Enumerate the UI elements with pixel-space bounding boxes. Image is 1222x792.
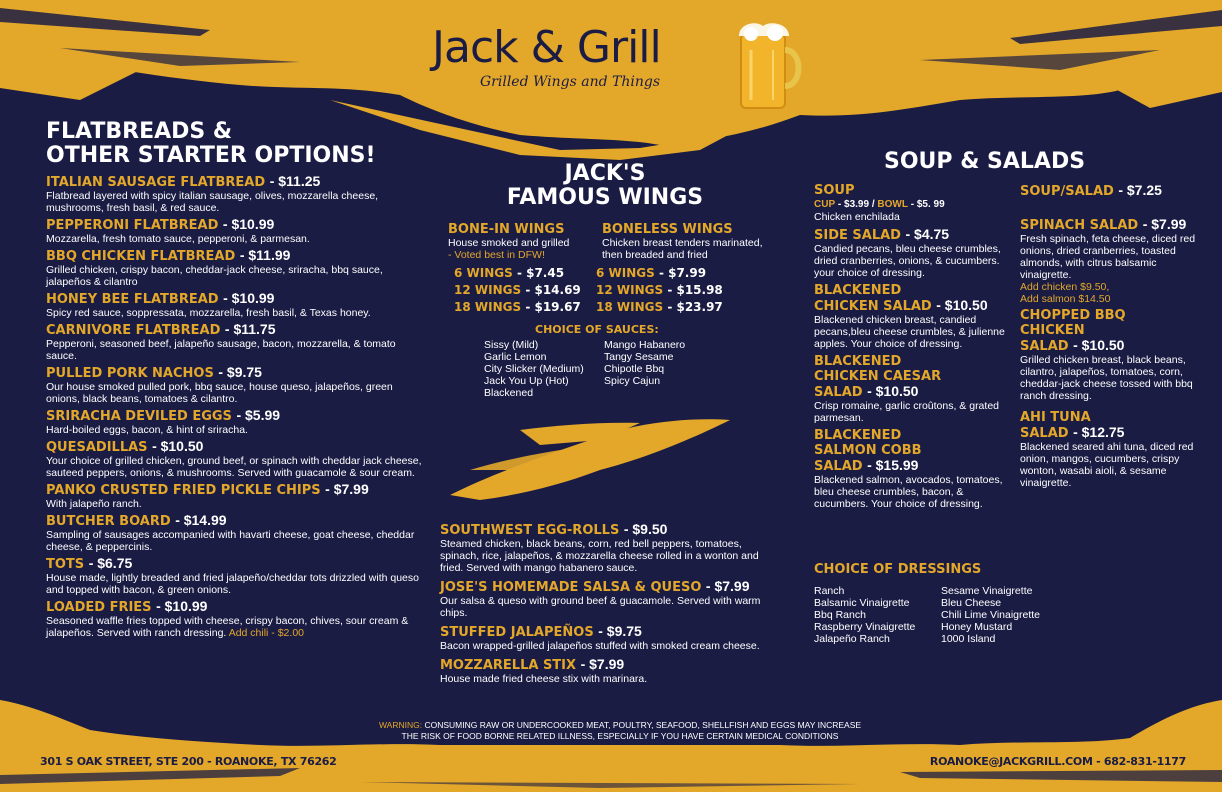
soup-salad-price: - $7.25 [1118,182,1162,198]
menu-item-desc-text: Sampling of sausages accompanied with havarti cheese, goat cheese, cheddar cheese, & peppercinis. [46,529,415,553]
menu-item [46,248,426,288]
more-apps-section [440,522,770,690]
sauce-item: Tangy Sesame [604,351,674,363]
ahi-name2: SALAD [1020,426,1069,441]
menu-item-desc [46,529,426,553]
dressing-item: Raspberry Vinaigrette [814,621,916,633]
chopped-bbq-price: - $10.50 [1073,337,1125,353]
soups-right-column [1020,183,1200,492]
menu-item-name: HONEY BEE FLATBREAD [46,292,219,307]
spinach-extra2: Add salmon $14.50 [1020,293,1111,305]
salmon-name1: BLACKENED [814,428,902,443]
menu-item-desc: Our salsa & queso with ground beef & guacamole. Served with warm chips. [440,595,761,619]
dressing-item: 1000 Island [941,633,996,645]
menu-item [440,579,770,619]
soup-salad-item [1020,183,1200,199]
menu-item-price: - $10.99 [156,598,208,614]
wing-qty: 12 WINGS [596,283,664,297]
menu-item [46,291,426,319]
menu-item-title-row [46,365,426,381]
menu-item-desc [46,233,426,245]
menu-item-desc-text: Mozzarella, fresh tomato sauce, pepperoni, & parmesan. [46,233,310,245]
menu-item-name: QUESADILLAS [46,440,148,455]
menu-item-name: PANKO CRUSTED FRIED PICKLE CHIPS [46,483,321,498]
menu-item-name: TOTS [46,557,85,572]
wing-price: - $23.97 [667,300,723,314]
menu-item-title-row [46,513,426,529]
caesar-name2: CHICKEN CAESAR [814,369,942,384]
menu-item-name: BBQ CHICKEN FLATBREAD [46,249,236,264]
blackened-chicken-desc: Blackened chicken breast, candied pecans,bleu cheese crumbles, & julienne apples. Your choice of dressing. [814,314,1005,350]
caesar-salad-item [814,354,1010,424]
sauce-item: Jack You Up (Hot) [484,375,569,387]
salmon-price: - $15.99 [867,457,919,473]
wing-qty: 6 WINGS [454,266,513,280]
dressings-title: CHOICE OF DRESSINGS [814,562,982,577]
chopped-bbq-desc: Grilled chicken breast, black beans, cilantro, jalapeños, tomatoes, corn, cheddar-jack cheese tossed with bbq ranch dressing. [1020,354,1193,402]
menu-item-desc [46,572,426,596]
dressing-item: Bleu Cheese [941,597,1002,609]
menu-item-title-row [440,657,770,673]
dressing-item: Chili Lime Vinaigrette [941,609,1041,621]
starters-title-line2: OTHER STARTER OPTIONS! [46,143,376,168]
spinach-price: - $7.99 [1142,216,1187,232]
menu-item-desc-text: Seasoned waffle fries topped with cheese, crispy bacon, chives, sour cream & jalapeños. Served with ranch dressing. [46,615,409,639]
salmon-desc: Blackened salmon, avocados, tomatoes, bleu cheese crumbles, bacon, & cucumbers. Your choice of dressing. [814,474,1003,510]
soups-left-column [814,183,1010,513]
menu-item-price: - $10.50 [152,438,204,454]
blackened-chicken-price: - $10.50 [936,297,988,313]
logo-tagline: Grilled Wings and Things [480,74,661,90]
bone-in-desc: House smoked and grilled [448,237,570,249]
menu-item-addon: Add chili - $2.00 [228,627,304,639]
soups-title: SOUP & SALADS [884,149,1086,174]
menu-item-price: - $14.99 [175,512,227,528]
boneless-title: BONELESS WINGS [602,222,733,237]
menu-item-desc: Steamed chicken, black beans, corn, red bell peppers, tomatoes, spinach, rice, jalapeños, & mozzarella cheese rolled in a wonton and fried. Served with mango habanero sauce. [440,538,759,574]
menu-item-price: - $9.75 [598,623,642,639]
soup-cup-label: CUP [814,199,836,210]
sauces-title: CHOICE OF SAUCES: [535,323,659,336]
wing-price: - $7.45 [516,266,565,280]
side-salad-item [814,227,1010,279]
wing-price-row [596,265,772,282]
dressing-item: Bbq Ranch [814,609,866,621]
spinach-extra1: Add chicken $9.50, [1020,281,1110,293]
menu-item-name: CARNIVORE FLATBREAD [46,323,221,338]
salmon-salad-item [814,428,1010,510]
warning-line2: THE RISK OF FOOD BORNE RELATED ILLNESS, ESPECIALLY IF YOU HAVE CERTAIN MEDICAL CONDITIONS [401,731,839,741]
menu-item-title-row [46,248,426,264]
menu-item-price: - $10.99 [223,290,275,306]
dressing-item: Sesame Vinaigrette [941,585,1033,597]
soup-salad-name: SOUP/SALAD [1020,184,1114,199]
menu-item-desc-text: Our house smoked pulled pork, bbq sauce, house queso, jalapeños, green onions, black beans, tomatoes & cilantro. [46,381,393,405]
menu-item-title-row [440,522,770,538]
menu-item-desc-text: Spicy red sauce, soppressata, mozzarella, fresh basil, & Texas honey. [46,307,371,319]
menu-item [46,482,426,510]
menu-item-desc [46,498,426,510]
caesar-name1: BLACKENED [814,354,902,369]
wing-price-row [454,299,598,316]
logo [432,18,812,98]
menu-item-title-row [46,291,426,307]
caesar-price: - $10.50 [867,383,919,399]
menu-item-desc: House made fried cheese stix with marinara. [440,673,648,685]
beer-mug-icon [737,20,805,112]
dressings-left-list [814,585,915,645]
menu-item-title-row [46,556,426,572]
wing-qty: 18 WINGS [596,300,664,314]
menu-item-desc [46,424,426,436]
blackened-chicken-name2: CHICKEN SALAD [814,299,932,314]
menu-item [46,556,426,596]
sauce-item: Mango Habanero [604,339,686,351]
ahi-tuna-item [1020,410,1200,489]
contact-info: ROANOKE@JACKGRILL.COM - 682-831-1177 [929,755,1186,768]
menu-item-title-row [440,579,770,595]
menu-item [46,174,426,214]
menu-item-desc-text: House made, lightly breaded and fried jalapeño/cheddar tots drizzled with queso and topped with bacon, & green onions. [46,572,419,596]
sauce-item: Chipotle Bbq [604,363,665,375]
menu-item-desc [46,455,426,479]
menu-item-desc-text: Hard-boiled eggs, bacon, & hint of sriracha. [46,424,248,436]
sauce-item: City Slicker (Medium) [484,363,584,375]
chopped-bbq-name3: SALAD [1020,339,1069,354]
wings-title-line1: JACK'S [564,161,646,186]
menu-item-desc [46,338,426,362]
wing-price: - $7.99 [658,266,707,280]
sauce-item: Spicy Cajun [604,375,661,387]
soup-item [814,183,1010,223]
menu-item-desc-text: With jalapeño ranch. [46,498,142,510]
sauce-item: Garlic Lemon [484,351,547,363]
menu-item-price: - $7.99 [580,656,625,672]
menu-item-desc-text: Flatbread layered with spicy italian sausage, olives, mozzarella cheese, mushrooms, fresh basil, & red sauce. [46,190,379,214]
address: 301 S OAK STREET, STE 200 - ROANOKE, TX 76262 [40,755,337,768]
ahi-name1: AHI TUNA [1020,410,1091,425]
menu-item-title-row [46,322,426,338]
wing-price: - $14.69 [525,283,581,297]
spinach-salad-item [1020,217,1200,305]
menu-item-title-row [46,174,426,190]
wing-price-row [596,299,772,316]
menu-item [46,513,426,553]
blackened-chicken-salad-item [814,283,1014,350]
menu-item-desc-text: Grilled chicken, crispy bacon, cheddar-jack cheese, sriracha, bbq sauce, jalapeños & cilantro [46,264,383,288]
soup-bowl-price: - $5. 99 [910,199,945,210]
menu-item-title-row [440,624,770,640]
dressing-item: Ranch [814,585,845,597]
starters-section [46,120,426,642]
menu-item-price: - $9.75 [218,364,262,380]
menu-item-price: - $7.99 [325,481,369,497]
menu-item [46,365,426,405]
caesar-name3: SALAD [814,385,863,400]
menu-item-price: - $9.50 [623,521,668,537]
menu-item [46,408,426,436]
wing-price-row [454,265,598,282]
menu-item-name: BUTCHER BOARD [46,514,171,529]
menu-item [46,439,426,479]
bone-in-prices [454,265,598,316]
soup-cup-price: - $3.99 / [837,199,875,210]
soup-bowl-label: BOWL [877,199,908,210]
boneless-wings [596,222,772,316]
menu-item [440,522,770,574]
menu-item [46,599,426,639]
menu-item-desc: Bacon wrapped-grilled jalapeños stuffed with smoked cream cheese. [440,640,760,652]
menu-item [440,657,770,685]
menu-item-price: - $11.75 [224,321,276,337]
blackened-chicken-name1: BLACKENED [814,283,902,298]
menu-item-price: - $7.99 [705,578,750,594]
menu-item-name: ITALIAN SAUSAGE FLATBREAD [46,175,266,190]
side-salad-name: SIDE SALAD [814,228,901,243]
wing-price: - $15.98 [667,283,723,297]
menu-item [440,624,770,652]
menu-item-desc-text: Pepperoni, seasoned beef, jalapeño sausage, bacon, mozzarella, & tomato sauce. [46,338,396,362]
dressing-item: Honey Mustard [941,621,1013,633]
menu-item-name: JOSE'S HOMEMADE SALSA & QUESO [440,580,702,595]
menu-item-name: PEPPERONI FLATBREAD [46,218,219,233]
menu-item-name: MOZZARELLA STIX [440,658,577,673]
wings-section [440,162,780,210]
menu-item-name: SOUTHWEST EGG-ROLLS [440,523,620,538]
wings-title-line2: FAMOUS WINGS [506,185,704,210]
wing-qty: 6 WINGS [596,266,655,280]
dressings-right-list [941,585,1040,645]
wing-qty: 12 WINGS [454,283,522,297]
boneless-desc: Chicken breast tenders marinated, then breaded and fried [602,237,763,261]
caesar-desc: Crisp romaine, garlic croûtons, & grated parmesan. [814,400,999,424]
menu-item-title-row [46,482,426,498]
sauces-left-list [484,339,584,399]
menu-item-title-row [46,439,426,455]
ahi-price: - $12.75 [1073,424,1125,440]
wing-price-row [454,282,598,299]
bone-in-note: - Voted best in DFW! [448,249,545,261]
menu-item-name: STUFFED JALAPEÑOS [440,625,594,640]
chopped-bbq-name1: CHOPPED BBQ [1020,308,1126,323]
menu-item-name: LOADED FRIES [46,600,152,615]
soup-name: SOUP [814,183,855,198]
chopped-bbq-item [1020,308,1200,402]
menu-item-price: - $11.99 [239,247,291,263]
menu-item-price: - $5.99 [236,407,281,423]
menu-item-desc [46,381,426,405]
menu-item [46,322,426,362]
menu-item-desc [46,307,426,319]
warning-line1: CONSUMING RAW OR UNDERCOOKED MEAT, POULTRY, SEAFOOD, SHELLFISH AND EGGS MAY INCREASE [424,720,862,730]
warning-notice [340,720,900,742]
bone-in-title: BONE-IN WINGS [448,222,565,237]
menu-item-price: - $11.25 [269,173,321,189]
menu-item-name: PULLED PORK NACHOS [46,366,214,381]
menu-item-desc [46,615,426,639]
wing-price: - $19.67 [525,300,581,314]
wing-price-row [596,282,772,299]
chopped-bbq-name2: CHICKEN [1020,323,1085,338]
menu-item-price: - $10.99 [222,216,275,232]
side-salad-desc: Candied pecans, bleu cheese crumbles, dried cranberries, onions, & cucumbers. your choice of dressing. [814,243,1001,279]
sauce-item: Blackened [484,387,534,399]
soup-prices [814,198,1010,211]
spinach-name: SPINACH SALAD [1020,218,1139,233]
menu-item-name: SRIRACHA DEVILED EGGS [46,409,232,424]
salmon-name3: SALAD [814,459,863,474]
salmon-name2: SALMON COBB [814,443,922,458]
boneless-prices [596,265,772,316]
ahi-desc: Blackened seared ahi tuna, diced red onion, mangos, cucumbers, crispy wonton, wasabi aioli, & sesame vinaigrette. [1020,441,1194,489]
sauces-right-list [604,339,685,387]
starters-list [46,174,426,639]
sauce-item: Sissy (Mild) [484,339,539,351]
menu-item-desc [46,190,426,214]
wing-qty: 18 WINGS [454,300,522,314]
starters-title-line1: FLATBREADS & [46,119,233,144]
menu-item-desc-text: Your choice of grilled chicken, ground beef, or spinach with cheddar jack cheese, sauteed peppers, onions, & mushrooms. Served with guacamole & sour cream. [46,455,422,479]
bone-in-wings [448,222,598,316]
menu-item-title-row [46,599,426,615]
spinach-desc: Fresh spinach, feta cheese, diced red onions, dried cranberries, toasted almonds, with citrus balsamic vinaigrette. [1020,233,1196,281]
side-salad-price: - $4.75 [905,226,950,242]
soup-desc: Chicken enchilada [814,211,900,223]
menu-item [46,217,426,245]
dressing-item: Balsamic Vinaigrette [814,597,910,609]
menu-item-desc [46,264,426,288]
menu-item-title-row [46,408,426,424]
warning-label: WARNING: [378,720,423,730]
dressing-item: Jalapeño Ranch [814,633,890,645]
menu-item-price: - $6.75 [88,555,133,571]
logo-wordmark: Jack & Grill [432,22,661,73]
menu-item-title-row [46,217,426,233]
